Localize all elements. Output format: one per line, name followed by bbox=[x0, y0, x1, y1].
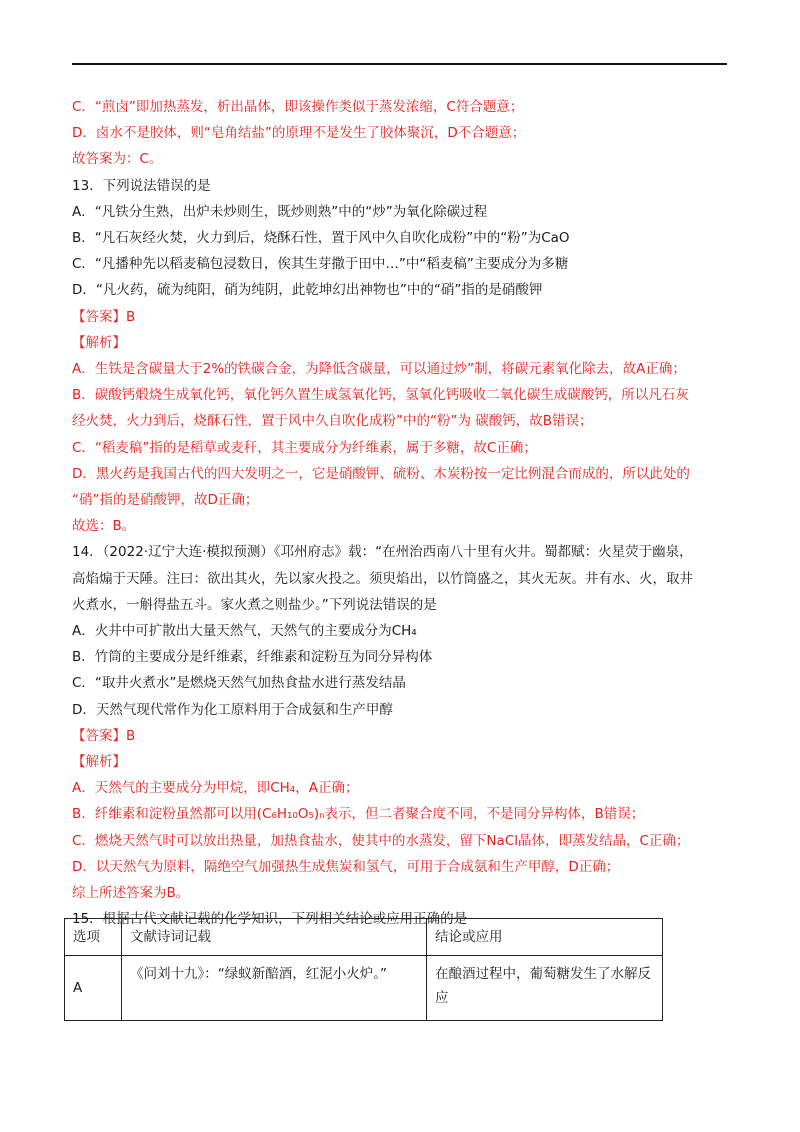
table-row bbox=[65, 956, 663, 1021]
text-line: 【答案】B bbox=[72, 308, 136, 325]
text-line: 【解析】 bbox=[72, 754, 126, 771]
text-line: D．“凡火药，硫为纯阳，硝为纯阴，此乾坤幻出神物也”中的“硝”指的是硝酸钾 bbox=[72, 282, 543, 299]
text-line: D．天然气现代常作为化工原料用于合成氨和生产甲醇 bbox=[72, 701, 393, 718]
text-line: 高焰煽于天陲。注曰：欲出其火，先以家火投之。须臾焰出，以竹筒盛之，其火无灰。井有水、火，取井 bbox=[72, 570, 693, 587]
text-line: B．碳酸钙煅烧生成氧化钙，氧化钙久置生成氢氧化钙，氢氧化钙吸收二氧化碳生成碳酸钙，所以凡石灰 bbox=[72, 387, 689, 404]
text-line: D．卤水不是胶体，则“皂角结盐”的原理不是发生了胶体聚沉，D不合题意； bbox=[72, 125, 526, 142]
text-line: 综上所述答案为B。 bbox=[72, 885, 190, 902]
text-line: C．“取井火煮水”是燃烧天然气加热食盐水进行蒸发结晶 bbox=[72, 675, 406, 692]
table-header-row bbox=[65, 919, 663, 956]
text-line: 14．（2022·辽宁大连·模拟预测）《邛州府志》载：“在州治西南八十里有火井。蜀都赋：火星荧于幽泉， bbox=[72, 544, 693, 561]
text-line: B．纤维素和淀粉虽然都可以用(C₆H₁₀O₅)ₙ表示，但二者聚合度不同，不是同分异构体，B错误； bbox=[72, 806, 645, 823]
text-line: 故答案为：C。 bbox=[72, 151, 163, 168]
table-cell-conclusion: 在酿酒过程中，葡萄糖发生了水解反应 bbox=[427, 956, 663, 1021]
table-header-conclusion: 结论或应用 bbox=[427, 919, 663, 956]
text-line: A．“凡铁分生熟，出炉未炒则生，既炒则熟”中的“炒”为氧化除碳过程 bbox=[72, 203, 488, 220]
question-15-table bbox=[64, 918, 663, 1021]
text-line: 【解析】 bbox=[72, 334, 126, 351]
table-header-option: 选项 bbox=[65, 919, 122, 956]
text-line: A．火井中可扩散出大量天然气，天然气的主要成分为CH₄ bbox=[72, 623, 417, 640]
text-line: D．黑火药是我国古代的四大发明之一，它是硝酸钾、硫粉、木炭粉按一定比例混合而成的，所以此处的 bbox=[72, 465, 690, 482]
text-line: C．燃烧天然气时可以放出热量，加热食盐水，使其中的水蒸发，留下NaCl晶体，即蒸发结晶，C正确； bbox=[72, 832, 690, 849]
text-line: 15．根据古代文献记载的化学知识，下列相关结论或应用正确的是 bbox=[72, 911, 468, 928]
document-body bbox=[72, 94, 732, 933]
text-line: A．生铁是含碳量大于2%的铁碳合金，为降低含碳量，可以通过炒”制，将碳元素氧化除去，故A正确； bbox=[72, 361, 686, 378]
text-line: D．以天然气为原料，隔绝空气加强热生成焦炭和氢气，可用于合成氨和生产甲醇，D正确； bbox=[72, 858, 620, 875]
text-line: 火煮水，一斛得盐五斗。家火煮之则盐少。”下列说法错误的是 bbox=[72, 596, 437, 613]
text-line: C．“凡播种先以稻麦稿包浸数日，俟其生芽撒于田中…”中“稻麦稿”主要成分为多糖 bbox=[72, 256, 569, 273]
text-line: A．天然气的主要成分为甲烷，即CH₄，A正确； bbox=[72, 780, 359, 797]
table-cell-option: A bbox=[65, 956, 122, 1021]
text-line: 【答案】B bbox=[72, 727, 136, 744]
text-line: B．竹筒的主要成分是纤维素，纤维素和淀粉互为同分异构体 bbox=[72, 649, 433, 666]
text-line: 经火焚，火力到后，烧酥石性，置于风中久自吹化成粉”中的“粉”为 碳酸钙，故B错误； bbox=[72, 413, 593, 430]
text-line: B．“凡石灰经火焚，火力到后，烧酥石性，置于风中久自吹化成粉”中的“粉”为CaO bbox=[72, 230, 570, 247]
table-header-record: 文献诗词记载 bbox=[122, 919, 427, 956]
table-cell-record: 《问刘十九》：“绿蚁新醅酒，红泥小火炉。” bbox=[122, 956, 427, 1021]
header-rule bbox=[72, 63, 727, 65]
text-line: “硝”指的是硝酸钾，故D正确； bbox=[72, 492, 259, 509]
text-line: 故选：B。 bbox=[72, 518, 136, 535]
text-line: C．“煎卤”即加热蒸发，析出晶体，即该操作类似于蒸发浓缩，C符合题意； bbox=[72, 99, 524, 115]
text-line: C．“稻麦稿”指的是稻草或麦秆，其主要成分为纤维素，属于多糖，故C正确； bbox=[72, 439, 537, 456]
text-line: 13．下列说法错误的是 bbox=[72, 177, 211, 194]
